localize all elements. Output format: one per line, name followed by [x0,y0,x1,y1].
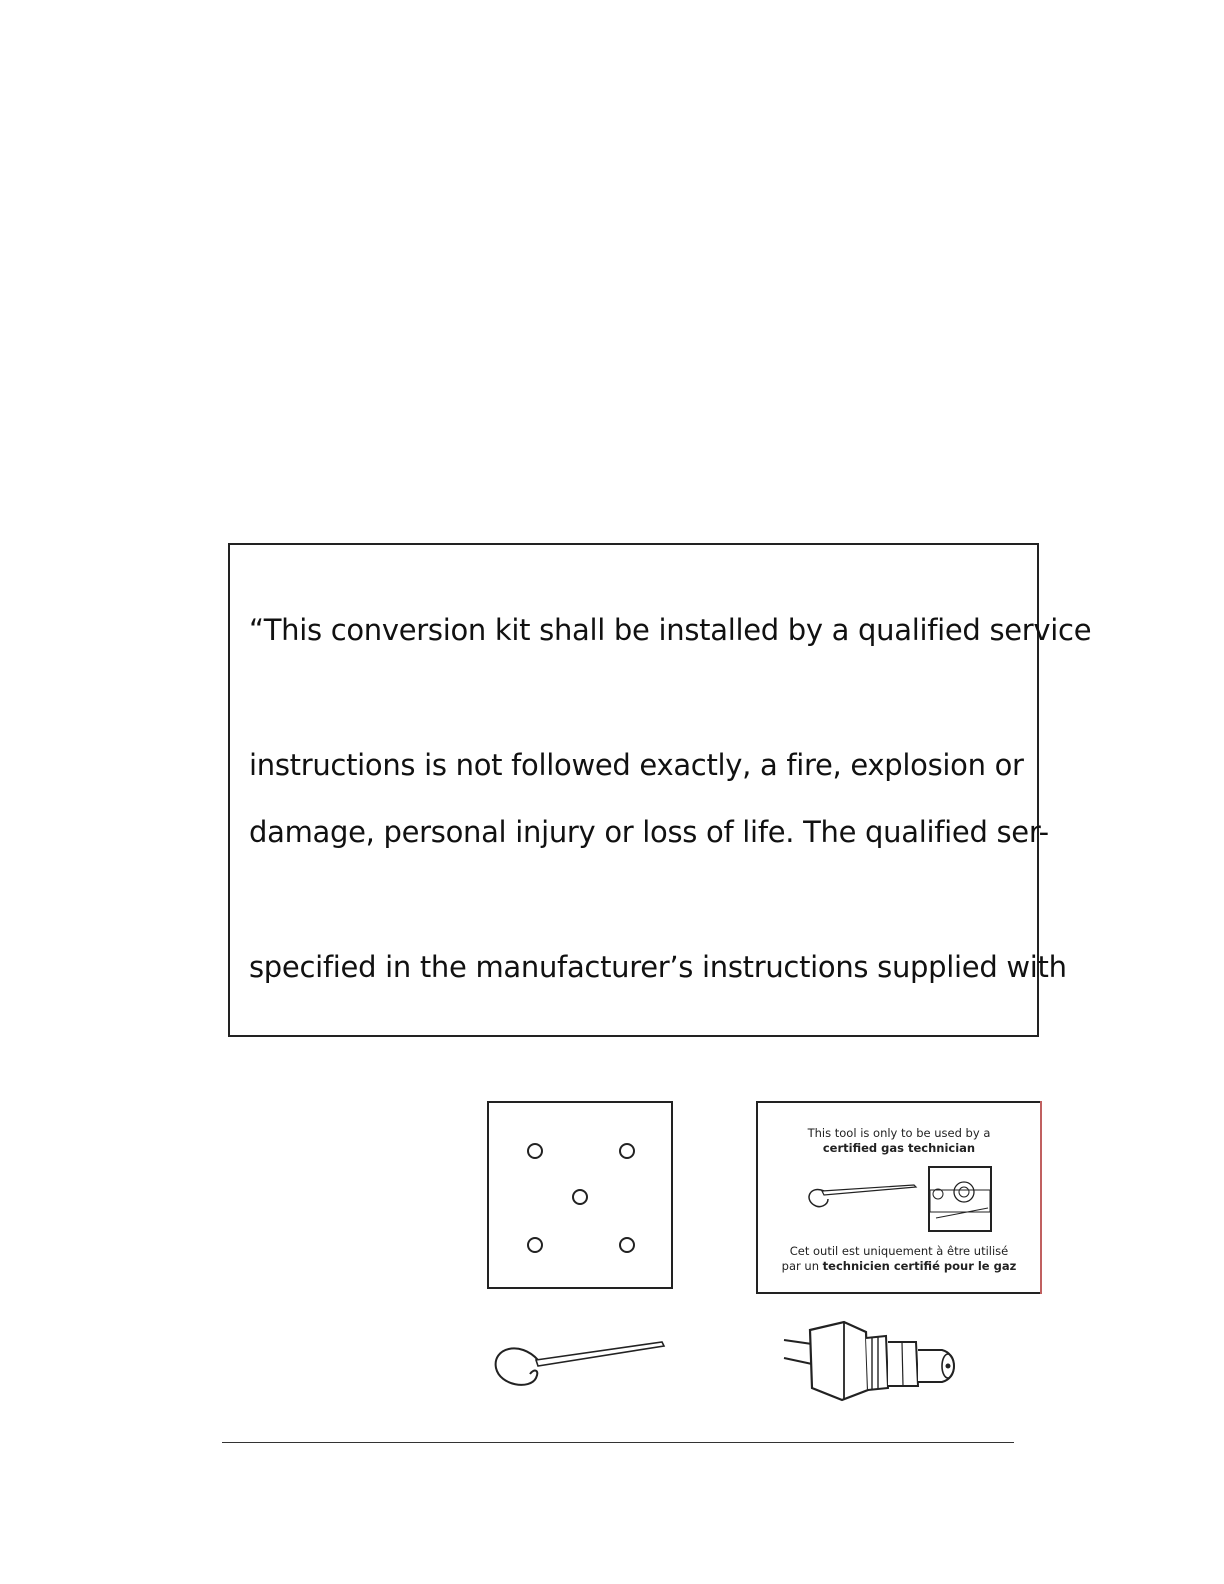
hole-top-right [619,1143,635,1159]
five-hole-gasket-icon [487,1101,673,1289]
burner-inset-icon [928,1166,992,1232]
label-french-bold: technicien certifié pour le gaz [822,1259,1017,1273]
hole-bottom-left [527,1237,543,1253]
hole-center [572,1189,588,1205]
gas-orifice-fitting-icon [782,1310,972,1410]
label-english-line-1: This tool is only to be used by a [807,1126,991,1140]
warning-line-1: “This conversion kit shall be installed by a qualified service [249,613,1092,647]
warning-box [228,543,1092,1037]
warning-line-3: damage, personal injury or loss of life. The qualified ser- [249,815,1049,849]
label-english-line-2: certified gas technician [822,1141,976,1155]
tool-warning-label [756,1101,1042,1294]
label-french-line-1: Cet outil est uniquement à être utilisé [789,1244,1009,1258]
footer-rule [222,1442,1014,1443]
orifice-cleaning-tool-icon [490,1330,670,1394]
label-french-line-2 [758,1259,1040,1274]
label-french-prefix: par un [781,1259,823,1273]
warning-line-4: specified in the manufacturer’s instructions supplied with [249,950,1067,984]
small-tool-icon [802,1165,922,1215]
warning-line-2: instructions is not followed exactly, a fire, explosion or [249,748,1024,782]
hole-bottom-right [619,1237,635,1253]
hole-top-left [527,1143,543,1159]
label-edge [1040,1101,1042,1294]
